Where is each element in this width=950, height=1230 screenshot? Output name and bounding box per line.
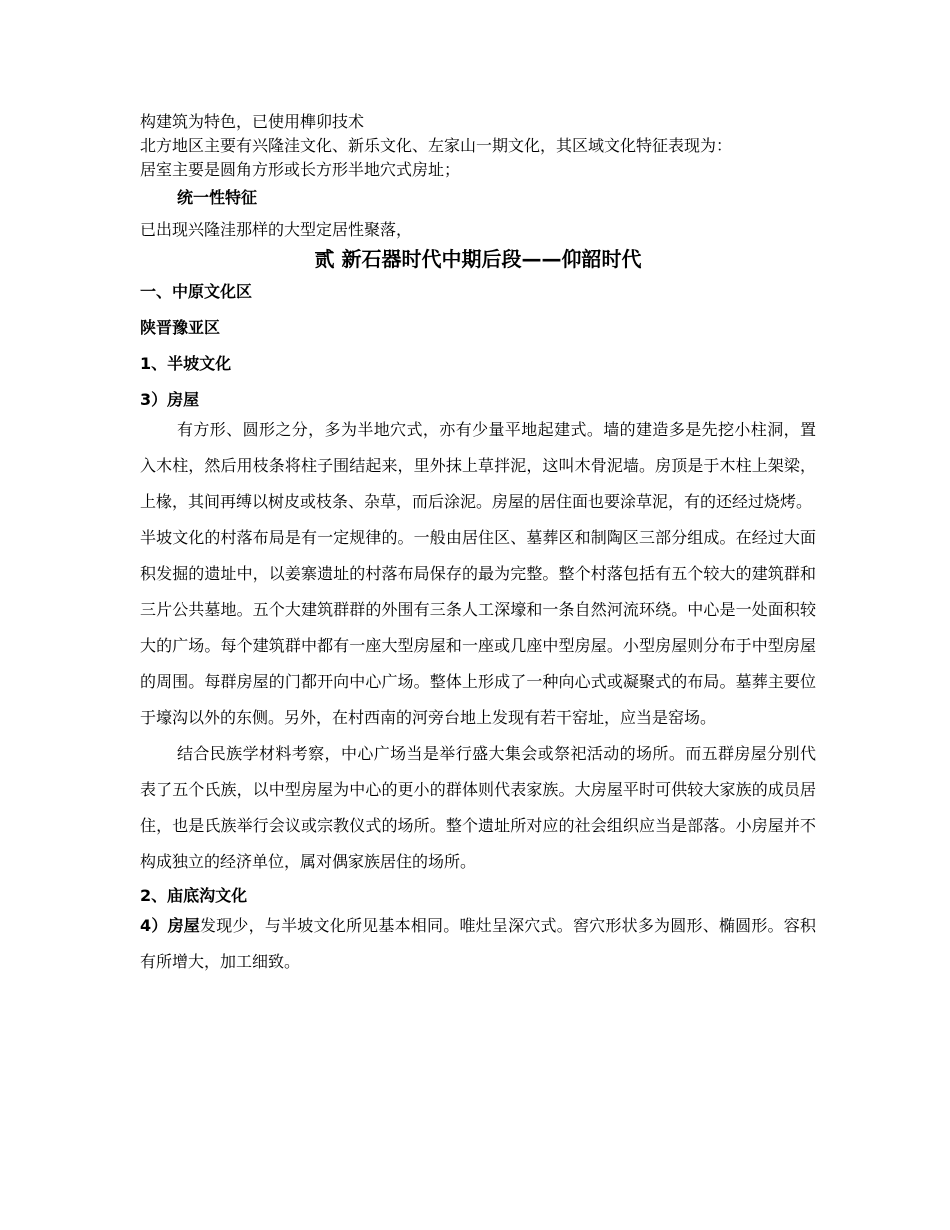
- paragraph-miaodigou-houses: [140, 908, 816, 980]
- intro-line-4: 已出现兴隆洼那样的大型定居性聚落，: [140, 220, 413, 239]
- section-heading-banpo: 1、半坡文化: [140, 354, 232, 373]
- intro-line-2: 北方地区主要有兴隆洼文化、新乐文化、左家山一期文化，其区域文化特征表现为：: [140, 136, 733, 155]
- section-heading-central-plain: 一、中原文化区: [140, 282, 253, 301]
- chapter-title: 贰 新石器时代中期后段——仰韶时代: [314, 247, 642, 271]
- paragraph-ethnology: 结合民族学材料考察，中心广场当是举行盛大集会或祭祀活动的场所。而五群房屋分别代表了五个氏族，以中型房屋为中心的更小的群体则代表家族。大房屋平时可供较大家族的成员居住，也是氏族举行会议或宗教仪式的场所。整个遗址所对应的社会组织应当是部落。小房屋并不构成独立的经济单位，属对偶家族居住的场所。: [140, 744, 816, 871]
- section-heading-houses: 3）房屋: [140, 390, 200, 409]
- intro-line-3: 居室主要是圆角方形或长方形半地穴式房址；: [140, 160, 461, 179]
- section-heading-subregion: 陕晋豫亚区: [140, 318, 221, 337]
- intro-line-1: 构建筑为特色，已使用榫卯技术: [140, 112, 365, 131]
- unity-feature-subheading: 统一性特征: [177, 188, 258, 207]
- paragraph-village-layout: 半坡文化的村落布局是有一定规律的。一般由居住区、墓葬区和制陶区三部分组成。在经过大面积发掘的遗址中，以姜寨遗址的村落布局保存的最为完整。整个村落包括有五个较大的建筑群和三片公共墓地。五个大建筑群群的外围有三条人工深壕和一条自然河流环绕。中心是一处面积较大的广场。每个建筑群中都有一座大型房屋和一座或几座中型房屋。小型房屋则分布于中型房屋的周围。每群房屋的门都开向中心广场。整体上形成了一种向心式或凝聚式的布局。墓葬主要位于壕沟以外的东侧。另外，在村西南的河旁台地上发现有若干窑址，应当是窑场。: [140, 528, 816, 727]
- miaodigou-houses-lead: 4）房屋: [140, 916, 200, 935]
- page-content: [140, 110, 816, 980]
- section-heading-miaodigou: 2、庙底沟文化: [140, 886, 248, 905]
- paragraph-houses: 有方形、圆形之分，多为半地穴式，亦有少量平地起建式。墙的建造多是先挖小柱洞，置入木柱，然后用枝条将柱子围结起来，里外抹上草拌泥，这叫木骨泥墙。房顶是于木柱上架梁，上椽，其间再缚以树皮或枝条、杂草，而后涂泥。房屋的居住面也要涂草泥，有的还经过烧烤。: [140, 420, 816, 511]
- miaodigou-houses-text: 发现少，与半坡文化所见基本相同。唯灶呈深穴式。窖穴形状多为圆形、椭圆形。容积有所增大，加工细致。: [140, 916, 816, 971]
